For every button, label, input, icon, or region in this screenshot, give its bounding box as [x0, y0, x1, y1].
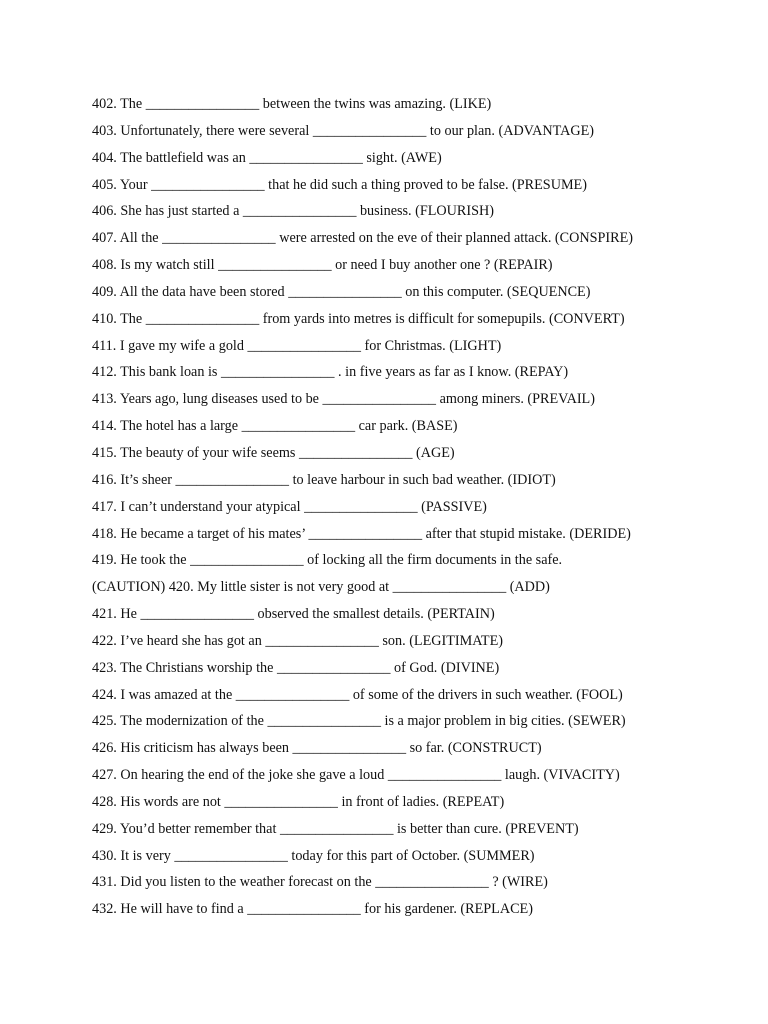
- exercise-line-414: 414. The hotel has a large ________________ car park. (BASE): [92, 418, 458, 435]
- exercise-line-406: 406. She has just started a ________________ business. (FLOURISH): [92, 203, 494, 220]
- exercise-line-430: 430. It is very ________________ today for this part of October. (SUMMER): [92, 847, 535, 864]
- exercise-line-405: 405. Your ________________ that he did such a thing proved to be false. (PRESUME): [92, 176, 587, 193]
- exercise-line-421: 421. He ________________ observed the smallest details. (PERTAIN): [92, 606, 495, 623]
- exercise-line-411: 411. I gave my wife a gold ________________ for Christmas. (LIGHT): [92, 337, 502, 354]
- exercise-line-431: 431. Did you listen to the weather forecast on the ________________ ? (WIRE): [92, 874, 548, 891]
- exercise-line-417: 417. I can’t understand your atypical ________________ (PASSIVE): [92, 498, 487, 515]
- exercise-line-403: 403. Unfortunately, there were several ________________ to our plan. (ADVANTAGE): [92, 122, 595, 139]
- exercise-line-420: (CAUTION) 420. My little sister is not very good at ________________ (ADD): [92, 579, 550, 596]
- exercise-line-419: 419. He took the ________________ of locking all the firm documents in the safe.: [92, 552, 563, 569]
- exercise-line-412: 412. This bank loan is ________________ . in five years as far as I know. (REPAY): [92, 364, 569, 381]
- exercise-line-409: 409. All the data have been stored ________________ on this computer. (SEQUENCE): [92, 283, 591, 300]
- exercise-line-424: 424. I was amazed at the ________________ of some of the drivers in such weather. (FOOL): [92, 686, 623, 703]
- exercise-line-426: 426. His criticism has always been ________________ so far. (CONSTRUCT): [92, 740, 542, 757]
- exercise-line-402: 402. The ________________ between the twins was amazing. (LIKE): [92, 96, 492, 112]
- exercise-list: [92, 91, 752, 923]
- exercise-line-423: 423. The Christians worship the ________________ of God. (DIVINE): [92, 659, 500, 676]
- exercise-line-429: 429. You’d better remember that ________________ is better than cure. (PREVENT): [92, 820, 579, 837]
- exercise-line-432: 432. He will have to find a ________________ for his gardener. (REPLACE): [92, 901, 533, 918]
- exercise-line-404: 404. The battlefield was an ________________ sight. (AWE): [92, 149, 442, 166]
- exercise-line-428: 428. His words are not ________________ in front of ladies. (REPEAT): [92, 793, 505, 810]
- exercise-line-427: 427. On hearing the end of the joke she gave a loud ________________ laugh. (VIVACITY): [92, 767, 620, 784]
- exercise-line-422: 422. I’ve heard she has got an ________________ son. (LEGITIMATE): [92, 632, 503, 649]
- exercise-line-416: 416. It’s sheer ________________ to leave harbour in such bad weather. (IDIOT): [92, 471, 556, 488]
- exercise-line-408: 408. Is my watch still ________________ or need I buy another one ? (REPAIR): [92, 257, 553, 274]
- exercise-line-413: 413. Years ago, lung diseases used to be ________________ among miners. (PREVAIL): [92, 391, 595, 408]
- exercise-line-410: 410. The ________________ from yards into metres is difficult for somepupils. (CONVERT): [92, 310, 625, 327]
- exercise-line-407: 407. All the ________________ were arrested on the eve of their planned attack. (CONSPIRE): [92, 230, 633, 247]
- exercise-line-425: 425. The modernization of the ________________ is a major problem in big cities. (SEWER): [92, 713, 626, 730]
- exercise-line-418: 418. He became a target of his mates’ ________________ after that stupid mistake. (DERIDE): [92, 525, 631, 542]
- exercise-line-415: 415. The beauty of your wife seems ________________ (AGE): [92, 444, 455, 461]
